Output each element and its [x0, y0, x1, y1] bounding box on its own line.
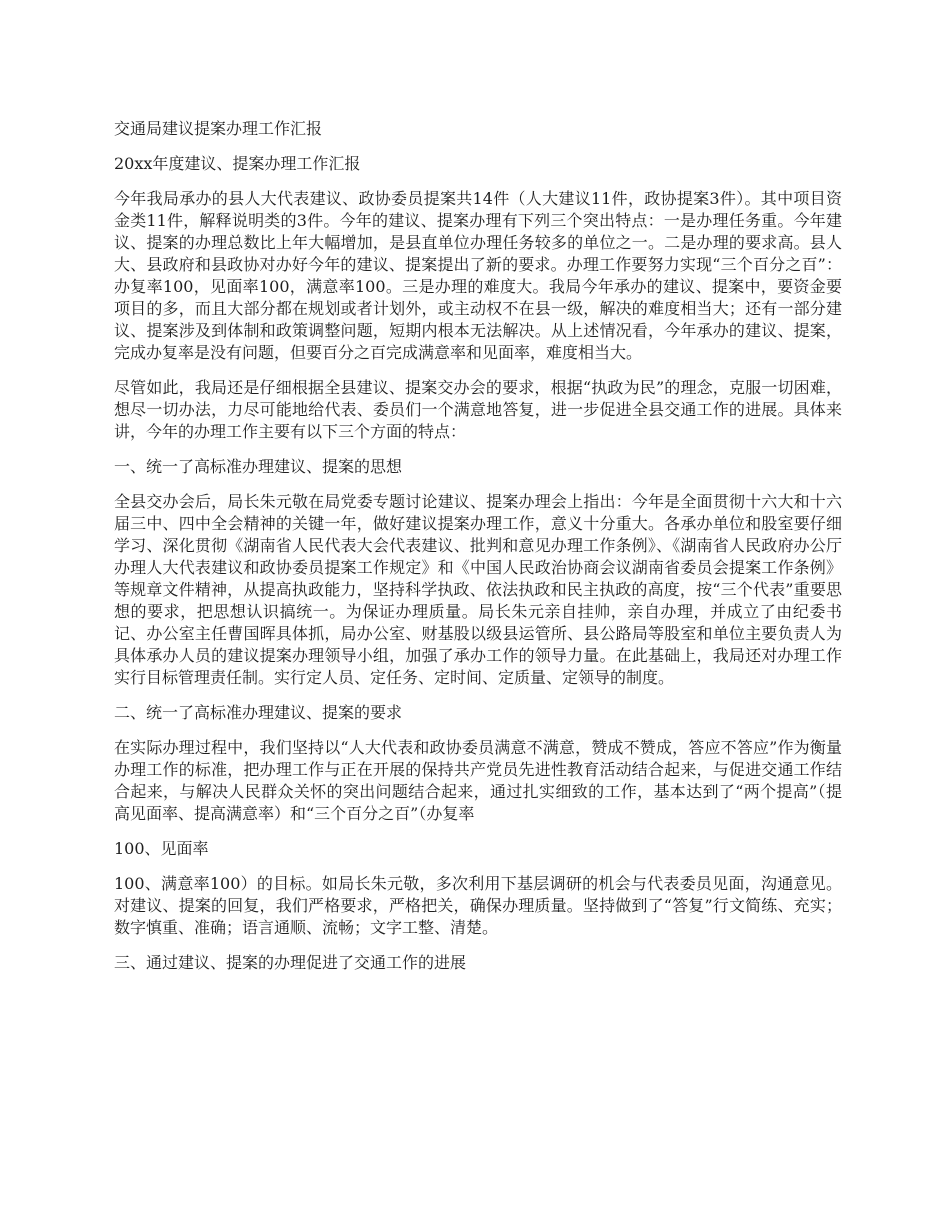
section-heading-3: 三、通过建议、提案的办理促进了交通工作的进展	[114, 953, 467, 972]
document-subtitle: 20xx年度建议、提案办理工作汇报	[114, 154, 361, 173]
section-heading-2: 二、统一了高标准办理建议、提案的要求	[114, 703, 403, 722]
paragraph-section-2: 在实际办理过程中，我们坚持以“人大代表和政协委员满意不满意，赞成不赞成，答应不答应”作为衡量办理工作的标准，把办理工作与正在开展的保持共产党员先进性教育活动结合起来，与促进交通工作结合起来，与解决人民群众关怀的突出问题结合起来，通过扎实细致的工作，基本达到了“两个提高”（提高见面率、提高满意率）和“三个百分之百”（办复率	[114, 738, 842, 823]
paragraph-overview: 今年我局承办的县人大代表建议、政协委员提案共14件（人大建议11件，政协提案3件）。其中项目资金类11件，解释说明类的3件。今年的建议、提案办理有下列三个突出特点：一是办理任务重。今年建议、提案的办理总数比上年大幅增加，是县直单位办理任务较多的单位之一。二是办理的要求高。县人大、县政府和县政协对办好今年的建议、提案提出了新的要求。办理工作要努力实现“三个百分之百”：办复率100，见面率100，满意率100。三是办理的难度大。我局今年承办的建议、提案中，要资金要项目的多，而且大部分都在规划或者计划外，或主动权不在县一级，解决的难度相当大；还有一部分建议、提案涉及到体制和政策调整问题，短期内根本无法解决。从上述情况看，今年承办的建议、提案，完成办复率是没有问题，但要百分之百完成满意率和见面率，难度相当大。	[114, 189, 842, 362]
document-title: 交通局建议提案办理工作汇报	[114, 119, 323, 138]
section-heading-1: 一、统一了高标准办理建议、提案的思想	[114, 457, 403, 476]
paragraph-intro: 尽管如此，我局还是仔细根据全县建议、提案交办会的要求，根据“执政为民”的理念，克服一切困难，想尽一切办法，力尽可能地给代表、委员们一个满意地答复，进一步促进全县交通工作的进展。具体来讲，今年的办理工作主要有以下三个方面的特点：	[114, 378, 842, 441]
paragraph-fragment-2: 100、满意率100）的目标。如局长朱元敬，多次利用下基层调研的机会与代表委员见面，沟通意见。对建议、提案的回复，我们严格要求，严格把关，确保办理质量。坚持做到了“答复”行文简练、充实；数字慎重、准确；语言通顺、流畅；文字工整、清楚。	[114, 874, 842, 937]
paragraph-fragment-1: 100、见面率	[114, 839, 209, 858]
paragraph-section-1: 全县交办会后，局长朱元敬在局党委专题讨论建议、提案办理会上指出：今年是全面贯彻十六大和十六届三中、四中全会精神的关键一年，做好建议提案办理工作，意义十分重大。各承办单位和股室要仔细学习、深化贯彻《湖南省人民代表大会代表建议、批判和意见办理工作条例》、《湖南省人民政府办公厅办理人大代表建议和政协委员提案工作规定》和《中国人民政治协商会议湖南省委员会提案工作条例》等规章文件精神，从提高执政能力，坚持科学执政、依法执政和民主执政的高度，按“三个代表”重要思想的要求，把思想认识搞统一。为保证办理质量。局长朱元亲自挂帅，亲自办理，并成立了由纪委书记、办公室主任曹国晖具体抓，局办公室、财基股以级县运管所、县公路局等股室和单位主要负责人为具体承办人员的建议提案办理领导小组，加强了承办工作的领导力量。在此基础上，我局还对办理工作实行目标管理责任制。实行定人员、定任务、定时间、定质量、定领导的制度。	[114, 492, 842, 687]
document-page	[114, 118, 842, 987]
